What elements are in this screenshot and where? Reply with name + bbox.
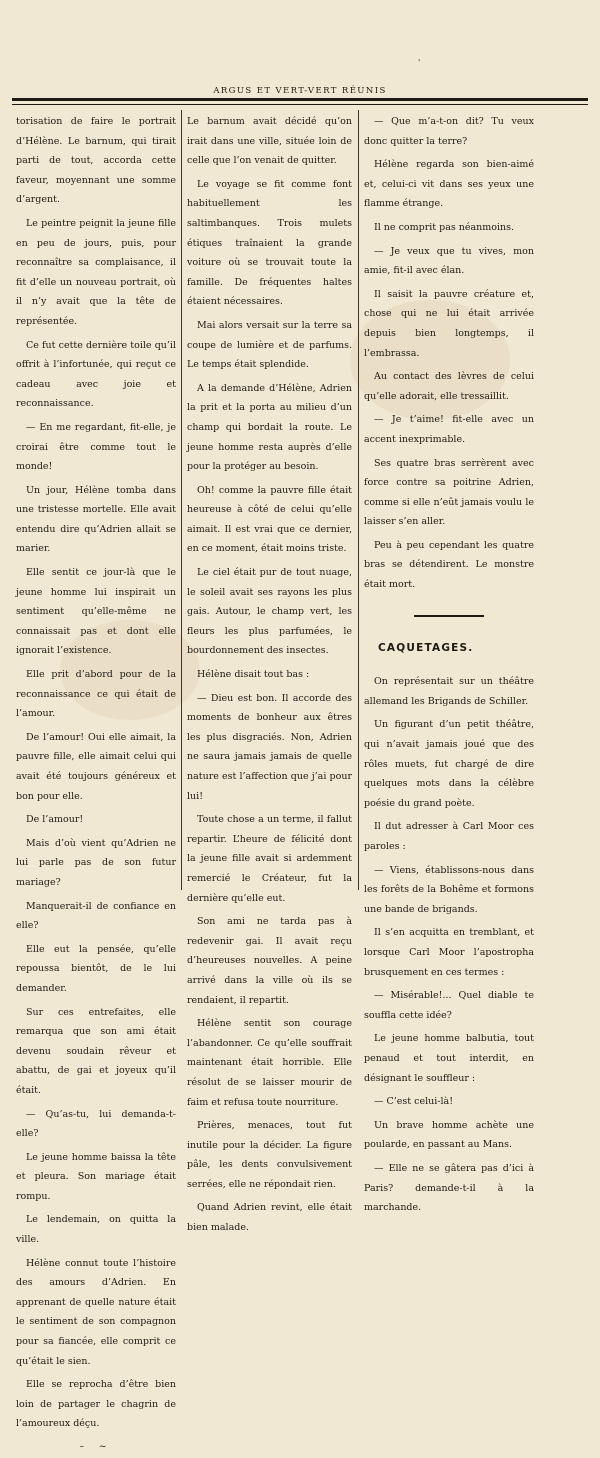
paragraph: Toute chose a un terme, il fallut repartir. L’heure de félicité dont la jeune fille avait si ardemment remercié le Créateur, fut la dernière qu’elle eut. xyxy=(187,814,352,904)
paragraph: Sur ces entrefaites, elle remarqua que son ami était devenu soudain rêveur et abattu, de gai et joyeux qu’il était. xyxy=(16,1006,176,1096)
header-rule-thin xyxy=(12,104,588,105)
column-separator xyxy=(358,110,359,890)
paragraph: — Viens, établissons-nous dans les forêts de la Bohême et formons une bande de brigands. xyxy=(364,864,534,915)
paragraph: — En me regardant, fit-elle, je croirai être comme tout le monde! xyxy=(16,421,176,473)
paragraph: Ce fut cette dernière toile qu’il offrit à l’infortunée, qui reçut ce cadeau avec joie et reconnaissance. xyxy=(16,339,176,410)
paragraph: — Que m’a-t-on dit? Tu veux donc quitter la terre? xyxy=(364,116,534,147)
column-separator xyxy=(181,110,182,890)
section-title: CAQUETAGES. xyxy=(378,641,474,654)
paragraph: Un brave homme achète une poularde, en passant au Mans. xyxy=(364,1119,534,1151)
top-mark: ' xyxy=(418,58,421,67)
paragraph: — Elle ne se gâtera pas d’ici à Paris? demande-t-il à la marchande. xyxy=(364,1162,534,1214)
paragraph: Elle eut la pensée, qu’elle repoussa bientôt, de le lui demander. xyxy=(16,943,176,994)
end-mark: – ~ xyxy=(79,1442,113,1452)
paragraph: Il dut adresser à Carl Moor ces paroles : xyxy=(364,821,534,852)
paragraph: Le peintre peignit la jeune fille en peu de jours, puis, pour reconnaître sa complaisance, il fit d’elle un nouveau portrait, où il n’y avait que la tête de représentée. xyxy=(16,217,176,327)
paragraph: Il saisit la pauvre créature et, chose qui ne lui était arrivée depuis bien longtemps, il l’embrassa. xyxy=(364,288,534,359)
paragraph: Quand Adrien revint, elle était bien malade. xyxy=(187,1202,352,1234)
paragraph: Mai alors versait sur la terre sa coupe de lumière et de parfums. Le temps était splendide. xyxy=(187,319,352,371)
paragraph: Il s’en acquitta en tremblant, et lorsque Carl Moor l’apostropha brusquement en ces termes : xyxy=(364,927,534,978)
paragraph: Son ami ne tarda pas à redevenir gai. Il avait reçu d’heureuses nouvelles. A peine arrivé dans la ville où ils se rendaient, il repartit. xyxy=(187,916,352,1006)
section-separator xyxy=(414,615,484,617)
header-rule-thick xyxy=(12,98,588,101)
paragraph: Hélène regarda son bien-aimé et, celui-ci vit dans ses yeux une flamme étrange. xyxy=(364,159,534,210)
paragraph: Le voyage se fit comme font habituellement les saltimbanques. Trois mulets étiques traînaient la grande voiture où se trouvait toute la famille. De fréquentes haltes étaient nécessaires. xyxy=(187,178,352,308)
paragraph: A la demande d’Hélène, Adrien la prit et la porta au milieu d’un champ qui bordait la route. Le jeune homme resta auprès d’elle pour la protéger au besoin. xyxy=(187,382,352,473)
paragraph: Le jeune homme balbutia, tout penaud et tout interdit, en désignant le souffleur : xyxy=(364,1033,534,1084)
paragraph: Le lendemain, on quitta la ville. xyxy=(16,1214,176,1246)
paragraph: De l’amour! Oui elle aimait, la pauvre fille, elle aimait celui qui avait été toujours généreux et bon pour elle. xyxy=(16,731,176,802)
paragraph: Hélène disait tout bas : xyxy=(197,669,310,681)
paragraph: Oh! comme la pauvre fille était heureuse à côté de celui qu’elle aimait. Il est vrai que ce dernier, en ce moment, était moins triste. xyxy=(187,484,352,555)
paragraph: torisation de faire le portrait d’Hélène. Le barnum, qui tirait parti de tout, accorda cette faveur, moyennant une somme d’argent. xyxy=(16,116,176,206)
paragraph: Prières, menaces, tout fut inutile pour la décider. La figure pâle, les dents convulsivement serrées, elle ne répondait rien. xyxy=(187,1120,352,1190)
paragraph: Le barnum avait décidé qu’on irait dans une ville, située loin de celle que l’on venait de quitter. xyxy=(187,116,352,167)
running-title: ARGUS ET VERT-VERT RÉUNIS xyxy=(213,86,387,96)
paragraph: — Je t’aime! fit-elle avec un accent inexprimable. xyxy=(364,414,534,445)
paragraph: Un figurant d’un petit théâtre, qui n’avait jamais joué que des rôles muets, fut chargé de dire quelques mots dans la célèbre poésie du grand poète. xyxy=(364,719,534,809)
paragraph: — Je veux que tu vives, mon amie, fit-il avec élan. xyxy=(364,245,534,277)
column-3 xyxy=(364,112,534,1214)
paragraph: Hélène sentit son courage l’abandonner. Ce qu’elle souffrait maintenant était horrible. Elle résolut de se laisser mourir de faim et refusa toute nourriture. xyxy=(187,1018,352,1108)
paragraph: Au contact des lèvres de celui qu’elle adorait, elle tressaillit. xyxy=(364,371,534,402)
paragraph: Elle prit d’abord pour de la reconnaissance ce qui était de l’amour. xyxy=(16,669,176,720)
paragraph: Elle se reprocha d’être bien loin de partager le chagrin de l’amoureux déçu. xyxy=(16,1379,176,1430)
paragraph: Un jour, Hélène tomba dans une tristesse mortelle. Elle avait entendu dire qu’Adrien allait se marier. xyxy=(16,484,176,555)
paragraph: Ses quatre bras serrèrent avec force contre sa poitrine Adrien, comme si elle n’eût jamais voulu le laisser s’en aller. xyxy=(364,457,534,528)
paragraph: — C’est celui-là! xyxy=(374,1096,454,1108)
paragraph: On représentait sur un théâtre allemand les Brigands de Schiller. xyxy=(364,676,534,707)
paragraph: Elle sentit ce jour-là que le jeune homme lui inspirait un sentiment qu’elle-même ne connaissait pas et dont elle ignorait l’existence. xyxy=(16,567,176,657)
paragraph: Il ne comprit pas néanmoins. xyxy=(374,221,515,233)
paragraph: Le jeune homme baissa la tête et pleura. Son mariage était rompu. xyxy=(16,1151,176,1202)
paragraph: — Qu’as-tu, lui demanda-t-elle? xyxy=(16,1108,176,1140)
paragraph: Le ciel était pur de tout nuage, le soleil avait ses rayons les plus gais. Autour, le champ vert, les fleurs les plus parfumées, le bourdonnement des insectes. xyxy=(187,567,352,657)
paragraph: — Misérable!... Quel diable te souffla cette idée? xyxy=(364,990,534,1021)
column-1 xyxy=(16,112,176,1452)
paragraph: De l’amour! xyxy=(26,814,84,826)
paragraph: Manquerait-il de confiance en elle? xyxy=(16,900,176,932)
paragraph: Peu à peu cependant les quatre bras se détendirent. Le monstre était mort. xyxy=(364,539,534,591)
paragraph: Hélène connut toute l’histoire des amours d’Adrien. En apprenant de quelle nature était le sentiment de son compagnon pour sa fiancée, elle comprit ce qu’était le sien. xyxy=(16,1257,176,1367)
paragraph: Mais d’où vient qu’Adrien ne lui parle pas de son futur mariage? xyxy=(16,837,176,888)
paragraph: — Dieu est bon. Il accorde des moments de bonheur aux êtres les plus disgraciés. Non, Adrien ne saura jamais jamais de quelle nature est l’affection que j’ai pour lui! xyxy=(187,692,352,802)
column-2 xyxy=(187,112,352,1234)
